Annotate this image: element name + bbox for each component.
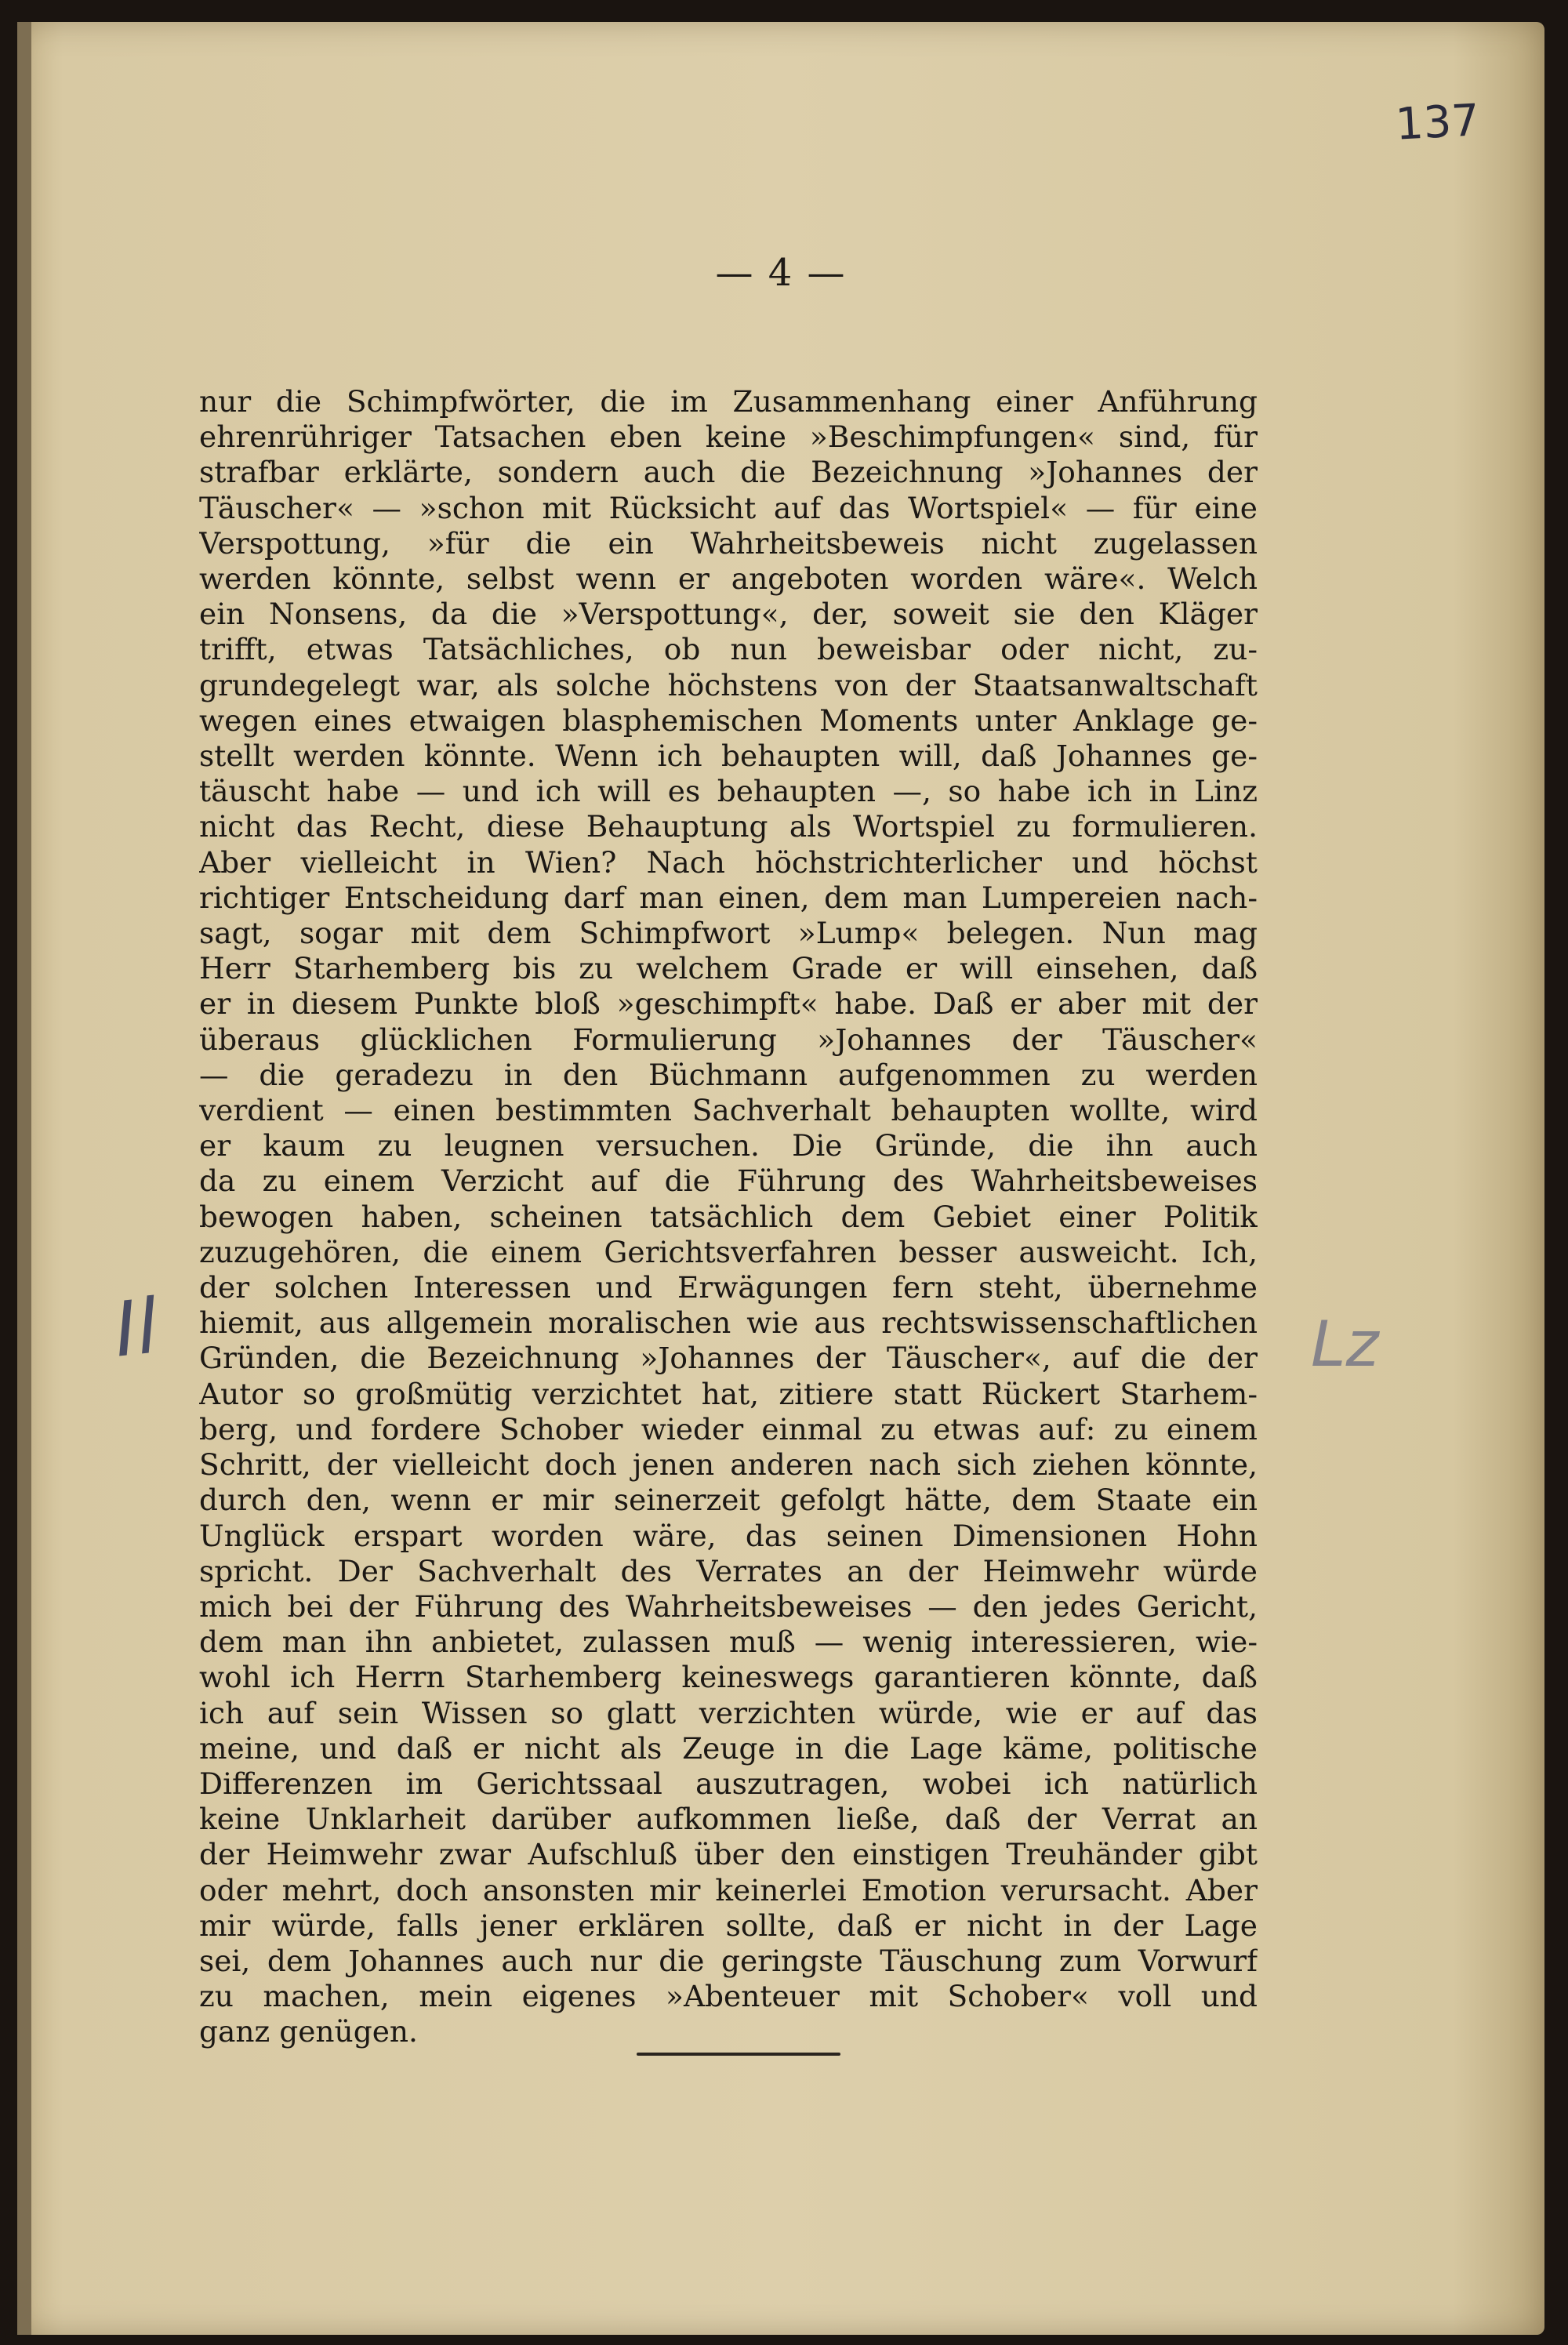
text-line: täuscht habe — und ich will es behaupten —, so habe ich in Linz [199, 774, 1258, 809]
text-line: Herr Starhemberg bis zu welchem Grade er will einsehen, daß [199, 951, 1258, 986]
text-line: richtiger Entscheidung darf man einen, dem man Lumpereien nach- [199, 880, 1258, 915]
text-line: oder mehrt, doch ansonsten mir keinerlei Emotion verursacht. Aber [199, 1872, 1258, 1908]
body-text [199, 384, 1258, 2050]
text-line: zuzugehören, die einem Gerichtsverfahren besser ausweicht. Ich, [199, 1234, 1258, 1269]
text-line: er kaum zu leugnen versuchen. Die Gründe, die ihn auch [199, 1128, 1258, 1163]
text-line: Gründen, die Bezeichnung »Johannes der Täuscher«, auf die der [199, 1341, 1258, 1376]
pencil-margin-mark-left: Il [110, 1282, 162, 1374]
text-line: ehrenrühriger Tatsachen eben keine »Beschimpfungen« sind, für [199, 419, 1258, 455]
text-line: ein Nonsens, da die »Verspottung«, der, soweit sie den Kläger [199, 597, 1258, 632]
closing-rule [637, 2053, 840, 2056]
text-line: nur die Schimpfwörter, die im Zusammenhang einer Anführung [199, 384, 1258, 419]
text-line: nicht das Recht, diese Behauptung als Wortspiel zu formulieren. [199, 809, 1258, 844]
text-line: ich auf sein Wissen so glatt verzichten würde, wie er auf das [199, 1695, 1258, 1730]
text-line: meine, und daß er nicht als Zeuge in die Lage käme, politische [199, 1730, 1258, 1766]
text-line: sagt, sogar mit dem Schimpfwort »Lump« belegen. Nun mag [199, 916, 1258, 951]
text-line: verdient — einen bestimmten Sachverhalt behaupten wollte, wird [199, 1093, 1258, 1128]
text-line: — die geradezu in den Büchmann aufgenommen zu werden [199, 1057, 1258, 1092]
text-line: Schritt, der vielleicht doch jenen anderen nach sich ziehen könnte, [199, 1447, 1258, 1483]
text-line: grundegelegt war, als solche höchstens von der Staatsanwaltschaft [199, 667, 1258, 702]
pencil-margin-mark-right: Lz [1311, 1308, 1379, 1381]
text-line: berg, und fordere Schober wieder einmal zu etwas auf: zu einem [199, 1411, 1258, 1447]
text-line: trifft, etwas Tatsächliches, ob nun beweisbar oder nicht, zu- [199, 632, 1258, 667]
text-line: mich bei der Führung des Wahrheitsbeweises — den jedes Gericht, [199, 1588, 1258, 1624]
text-line: durch den, wenn er mir seinerzeit gefolgt hätte, dem Staate ein [199, 1483, 1258, 1518]
text-line-last: ganz genügen. [199, 2014, 418, 2049]
text-line: da zu einem Verzicht auf die Führung des Wahrheitsbeweises [199, 1163, 1258, 1199]
text-line: wegen eines etwaigen blasphemischen Moments unter Anklage ge- [199, 702, 1258, 738]
text-line: Differenzen im Gerichtssaal auszutragen, wobei ich natürlich [199, 1766, 1258, 1801]
text-line: Aber vielleicht in Wien? Nach höchstrichterlicher und höchst [199, 844, 1258, 880]
text-line: keine Unklarheit darüber aufkommen ließe, daß der Verrat an [199, 1802, 1258, 1837]
text-line: stellt werden könnte. Wenn ich behaupten will, daß Johannes ge- [199, 739, 1258, 774]
text-line: Täuscher« — »schon mit Rücksicht auf das Wortspiel« — für eine [199, 490, 1258, 525]
text-line: überaus glücklichen Formulierung »Johannes der Täuscher« [199, 1022, 1258, 1057]
text-line: er in diesem Punkte bloß »geschimpft« habe. Daß er aber mit der [199, 986, 1258, 1022]
page-number: — 4 — [715, 251, 847, 295]
binding-gutter [17, 22, 31, 2335]
text-line: hiemit, aus allgemein moralischen wie aus rechtswissenschaftlichen [199, 1305, 1258, 1341]
text-line: zu machen, mein eigenes »Abenteuer mit Schober« voll und [199, 1979, 1258, 2014]
text-line: sei, dem Johannes auch nur die geringste Täuschung zum Vorwurf [199, 1943, 1258, 1978]
text-line: bewogen haben, scheinen tatsächlich dem Gebiet einer Politik [199, 1199, 1258, 1234]
handwritten-folio-number: 137 [1394, 95, 1481, 151]
text-line: wohl ich Herrn Starhemberg keineswegs garantieren könnte, daß [199, 1660, 1258, 1695]
text-line: Verspottung, »für die ein Wahrheitsbeweis nicht zugelassen [199, 525, 1258, 561]
text-line: dem man ihn anbietet, zulassen muß — wenig interessieren, wie- [199, 1624, 1258, 1660]
text-line: der solchen Interessen und Erwägungen fern steht, übernehme [199, 1270, 1258, 1305]
text-line: Unglück erspart worden wäre, das seinen Dimensionen Hohn [199, 1518, 1258, 1553]
text-line: strafbar erklärte, sondern auch die Bezeichnung »Johannes der [199, 455, 1258, 490]
text-line: der Heimwehr zwar Aufschluß über den einstigen Treuhänder gibt [199, 1837, 1258, 1872]
text-line: werden könnte, selbst wenn er angeboten worden wäre«. Welch [199, 561, 1258, 597]
text-line: Autor so großmütig verzichtet hat, zitiere statt Rückert Starhem- [199, 1376, 1258, 1411]
book-page [17, 22, 1544, 2335]
text-line: mir würde, falls jener erklären sollte, daß er nicht in der Lage [199, 1908, 1258, 1943]
text-line: spricht. Der Sachverhalt des Verrates an der Heimwehr würde [199, 1553, 1258, 1588]
